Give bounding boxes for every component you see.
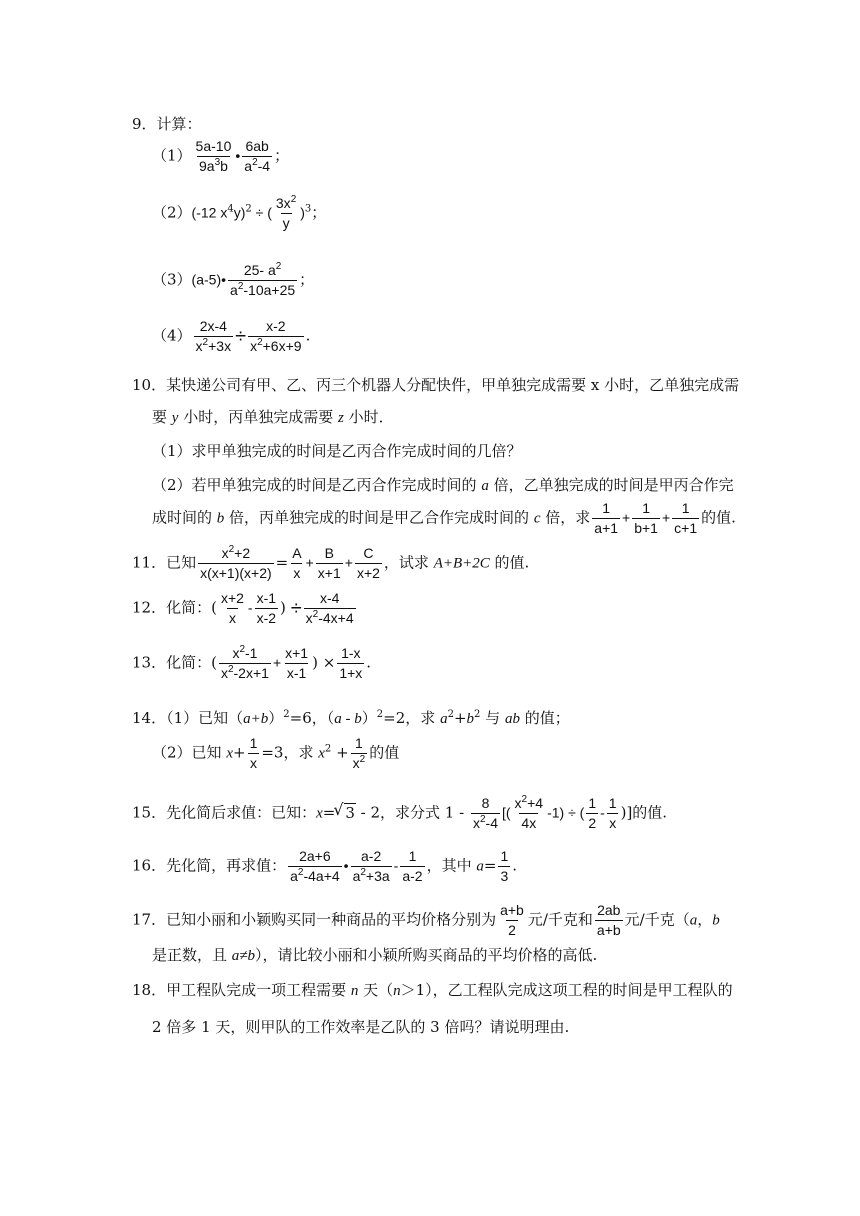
question-12: 12．化简：( $\frac{x+2}{x}$ - $\frac{x-1}{x-2}$ ) ÷ $\frac{x-4}{x^2-4x+4}$ [132, 590, 354, 626]
question-18-line-2: 2 倍多 1 天，则甲队的工作效率是乙队的 3 倍吗？请说明理由. [152, 1018, 570, 1036]
question-9-title: 9．计算： [132, 115, 202, 133]
fraction: $\frac{x-1}{x-2}$ [256, 590, 277, 626]
part-label: （1） [152, 146, 192, 165]
fraction: $\frac{B}{x+1}$ [317, 545, 341, 581]
fraction: $\frac{x-2}{x^2+6x+9}$ [250, 318, 302, 354]
question-14-part-1: 14．（1）已知$(a+b)^2=6$，（a - b）$^2$=2，求 $a^2+b^2$ 与 ab 的值； [132, 709, 570, 727]
part-label: （3） [152, 270, 192, 289]
dot-operator: • [235, 147, 241, 164]
question-9-part-4: （4） $\frac{2x-4}{x^2+3x}$ ÷ $\frac{x-2}{x^2+6x+9}$ . [152, 318, 311, 354]
fraction: $\frac{2x-4}{x^2+3x}$ [195, 318, 232, 354]
fraction: $\frac{1}{a-2}$ [402, 848, 423, 884]
question-17-line-1: 17．已知小丽和小颖购买同一种商品的平均价格分别为 $\frac{a+b}{2}$ 元/千克和 $\frac{2ab}{a+b}$ 元/千克（a，b [132, 902, 720, 938]
fraction: $\frac{5a-10}{9a^3b}$ [195, 138, 232, 174]
fraction: $\frac{6ab}{a^2-4}$ [244, 138, 271, 174]
fraction: $\frac{2ab}{a+b}$ [596, 902, 621, 938]
square-root: √ 3 [335, 804, 356, 822]
fraction: $\frac{1}{a+1}$ [594, 500, 619, 536]
question-16: 16．先化简，再求值： $\frac{2a+6}{a^2-4a+4}$ • $\frac{a-2}{a^2+3a}$ - $\frac{1}{a-2}$ ，其中 a= $\frac{1}{3}$ . [132, 848, 518, 884]
fraction: $\frac{a+b}{2}$ [500, 902, 524, 938]
fraction: $\frac{C}{x+2}$ [356, 545, 380, 581]
question-9-part-1: （1） $\frac{5a-10}{9a^3b}$ • $\frac{6ab}{a^2-4}$ ； [152, 138, 290, 174]
fraction: $\frac{x+2}{x}$ [220, 590, 244, 626]
question-10-part-1: （1）求甲单独完成的时间是乙丙合作完成时间的几倍？ [152, 442, 522, 460]
fraction: $\frac{1}{b+1}$ [634, 500, 658, 536]
fraction: $\frac{1}{x^2}$ [352, 735, 366, 771]
question-14-part-2: （2）已知 x+ $\frac{1}{x}$ =3，求 $x^2$ + $\frac{1}{x^2}$ 的值 [152, 735, 400, 771]
question-11: 11．已知 $\frac{x^2+2}{x(x+1)(x+2)}$ = $\frac{A}{x}$ + $\frac{B}{x+1}$ + $\frac{C}{x+2}$ ，试求 A+B+2C 的值. [132, 544, 530, 581]
fraction: $\frac{25- a^2}{a^2-10a+25}$ [230, 261, 296, 298]
fraction: $\frac{x^2+2}{x(x+1)(x+2)}$ [200, 544, 272, 581]
question-15: 15．先化简后求值：已知：x=√ 3 - 2，求分式 1 - $\frac{8}{x^2-4}$ [( $\frac{x^2+4}{4x}$ -1) ÷ ( $\frac{1}{2}$ - $\frac{1}{x}$ )]的值. [132, 795, 667, 832]
fraction: $\frac{a-2}{a^2+3a}$ [352, 848, 390, 884]
fraction: $\frac{8}{x^2-4}$ [472, 795, 498, 831]
question-10-line-2: 要 y 小时，丙单独完成需要 z 小时． [152, 408, 394, 426]
fraction: $\frac{1}{3}$ [500, 848, 509, 884]
fraction: $\frac{3x^2}{y}$ [275, 194, 297, 231]
fraction: $\frac{x^2+4}{4x}$ [514, 794, 544, 831]
fraction: $\frac{x-4}{x^2-4x+4}$ [305, 590, 354, 626]
question-17-line-2: 是正数，且 a≠b），请比较小丽和小颖所购买商品的平均价格的高低. [152, 946, 598, 964]
part-label: （4） [152, 326, 192, 345]
fraction: $\frac{x^2-1}{x^2-2x+1}$ [220, 644, 269, 681]
fraction: $\frac{1}{x}$ [608, 795, 617, 831]
question-9-part-2: （2）(-12 $x^4y)^2$ ÷ ( $\frac{3x^2}{y}$ )$^3$； [152, 194, 327, 231]
fraction: $\frac{A}{x}$ [292, 545, 302, 581]
question-9-part-3: （3）(a-5)• $\frac{25- a^2}{a^2-10a+25}$ ； [152, 261, 315, 298]
fraction: $\frac{1}{c+1}$ [674, 500, 698, 536]
question-10-line-1: 10．某快递公司有甲、乙、丙三个机器人分配快件，甲单独完成需要 x 小时，乙单独完成需 [132, 376, 740, 394]
question-10-part-2-cont: 成时间的 b 倍，丙单独完成的时间是甲乙合作完成时间的 c 倍，求 $\frac{1}{a+1}$ + $\frac{1}{b+1}$ + $\frac{1}{c+1}$ 的值. [152, 500, 736, 536]
part-label: （2） [152, 203, 192, 222]
question-10-part-2: （2）若甲单独完成的时间是乙丙合作完成时间的 a 倍，乙单独完成的时间是甲丙合作完 [152, 476, 734, 494]
fraction: $\frac{1-x}{1+x}$ [339, 645, 363, 681]
fraction: $\frac{2a+6}{a^2-4a+4}$ [290, 848, 340, 884]
fraction: $\frac{1}{x}$ [249, 735, 258, 771]
question-13: 13．化简：( $\frac{x^2-1}{x^2-2x+1}$ + $\frac{x+1}{x-1}$ ) × $\frac{1-x}{1+x}$ . [132, 644, 372, 681]
fraction: $\frac{x+1}{x-1}$ [285, 645, 309, 681]
fraction: $\frac{1}{2}$ [588, 795, 597, 831]
question-18-line-1: 18．甲工程队完成一项工程需要 n 天（n＞1），乙工程队完成这项工程的时间是甲工程队的 [132, 981, 733, 999]
